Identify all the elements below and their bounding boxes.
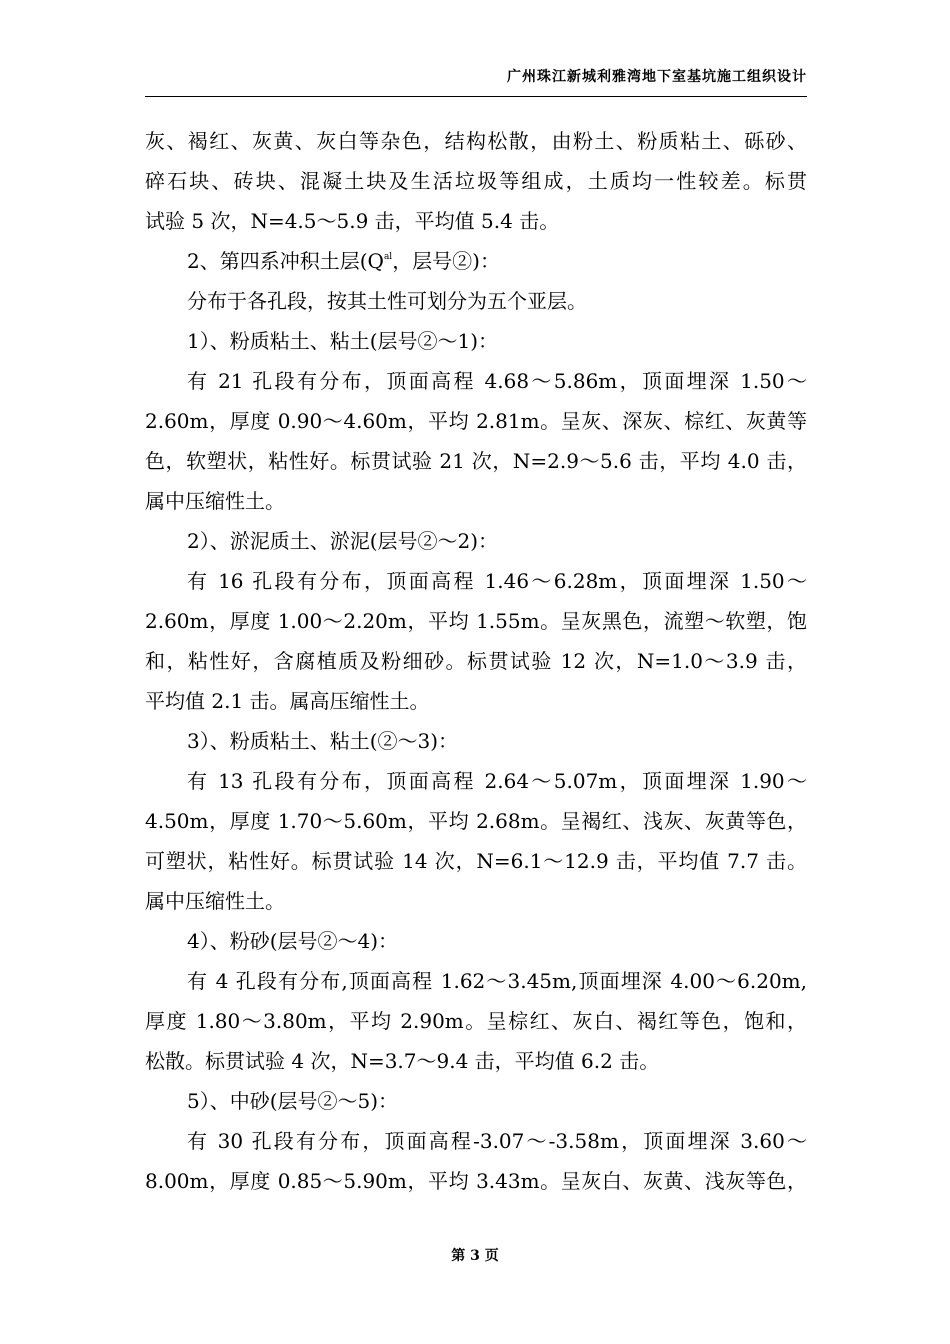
text-line: 属中压缩性土。	[145, 889, 285, 913]
text-line: 色，软塑状，粘性好。标贯试验 21 次，N=2.9～5.6 击，平均 4.0 击，	[145, 449, 807, 473]
text-line: 分布于各孔段，按其土性可划分为五个亚层。	[187, 289, 587, 313]
text-line: 灰、褐红、灰黄、灰白等杂色，结构松散，由粉土、粉质粘土、砾砂、	[145, 129, 807, 153]
text-line: 厚度 1.80～3.80m，平均 2.90m。呈棕红、灰白、褐红等色，饱和，	[145, 1009, 807, 1033]
text-line: 有 16 孔段有分布，顶面高程 1.46～6.28m，顶面埋深 1.50～	[187, 569, 807, 593]
text-line: 有 21 孔段有分布，顶面高程 4.68～5.86m，顶面埋深 1.50～	[187, 369, 807, 393]
subsection-heading: 2）、淤泥质土、淤泥(层号②～2)：	[187, 529, 499, 553]
page-header-title: 广州珠江新城利雅湾地下室基坑施工组织设计	[507, 69, 807, 85]
subsection-heading: 3）、粉质粘土、粘土(②～3)：	[187, 729, 459, 753]
document-body	[145, 121, 807, 1201]
heading-text: 2、第四系冲积土层(Q	[187, 249, 384, 273]
text-line: 8.00m，厚度 0.85～5.90m，平均 3.43m。呈灰白、灰黄、浅灰等色，	[145, 1169, 807, 1193]
text-line: 2.60m，厚度 0.90～4.60m，平均 2.81m。呈灰、深灰、棕红、灰黄等	[145, 409, 807, 433]
text-line: 可塑状，粘性好。标贯试验 14 次，N=6.1～12.9 击，平均值 7.7 击。	[145, 849, 807, 873]
text-line: 4.50m，厚度 1.70～5.60m，平均 2.68m。呈褐红、浅灰、灰黄等色，	[145, 809, 807, 833]
text-line: 试验 5 次，N=4.5～5.9 击，平均值 5.4 击。	[145, 209, 560, 233]
text-line: 平均值 2.1 击。属高压缩性土。	[145, 689, 430, 713]
text-line: 2.60m，厚度 1.00～2.20m，平均 1.55m。呈灰黑色，流塑～软塑，饱	[145, 609, 807, 633]
heading-superscript: al	[383, 252, 393, 262]
text-line: 和，粘性好，含腐植质及粉细砂。标贯试验 12 次，N=1.0～3.9 击，	[145, 649, 807, 673]
section-heading-layer-2	[145, 241, 807, 281]
subsection-heading: 4）、粉砂(层号②～4)：	[187, 929, 399, 953]
text-line: 属中压缩性土。	[145, 489, 285, 513]
text-line: 有 30 孔段有分布，顶面高程-3.07～-3.58m，顶面埋深 3.60～	[187, 1129, 807, 1153]
subsection-heading: 1）、粉质粘土、粘土(层号②～1)：	[187, 329, 499, 353]
heading-text-tail: ，层号②)：	[392, 249, 500, 273]
text-line: 碎石块、砖块、混凝土块及生活垃圾等组成，土质均一性较差。标贯	[145, 169, 807, 193]
header-divider	[145, 96, 807, 97]
text-line: 松散。标贯试验 4 次，N=3.7～9.4 击，平均值 6.2 击。	[145, 1049, 660, 1073]
subsection-heading: 5）、中砂(层号②～5)：	[187, 1089, 399, 1113]
text-line: 有 13 孔段有分布，顶面高程 2.64～5.07m，顶面埋深 1.90～	[187, 769, 807, 793]
page-number: 第 3 页	[451, 1248, 499, 1264]
text-line: 有 4 孔段有分布,顶面高程 1.62～3.45m,顶面埋深 4.00～6.20m,	[187, 969, 807, 993]
